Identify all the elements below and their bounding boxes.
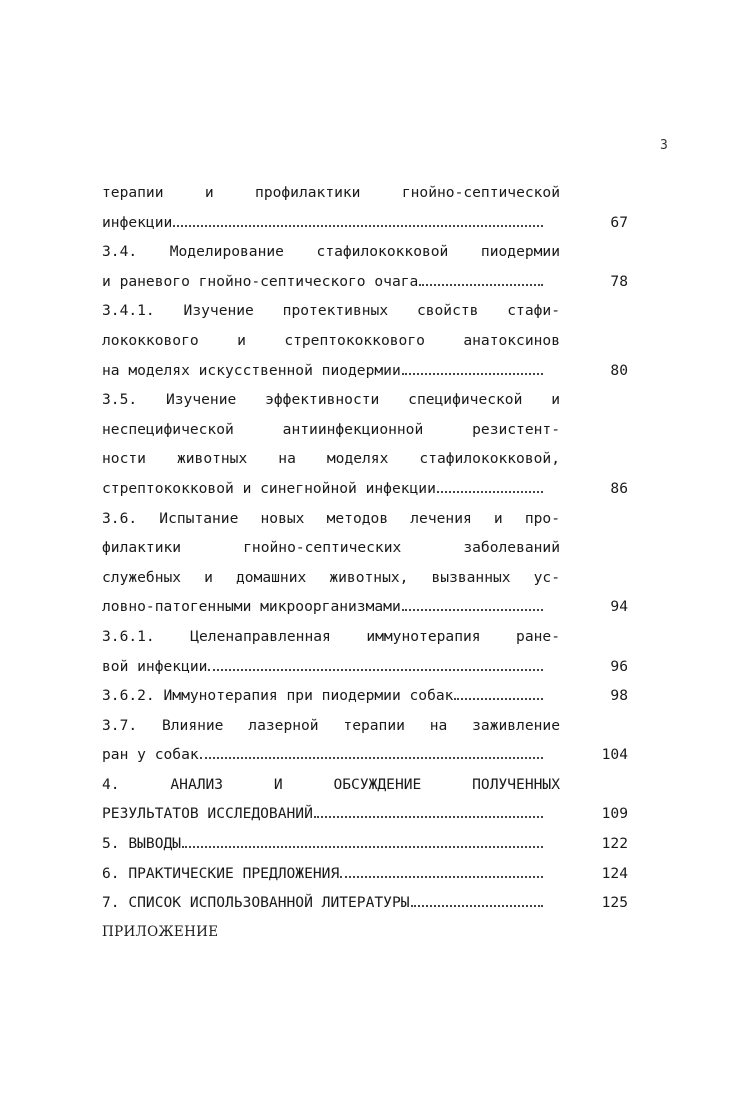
- dot-leader: [402, 607, 543, 611]
- toc-line: [102, 504, 632, 534]
- toc-page-number: 104: [601, 746, 628, 764]
- dot-leader: [402, 371, 543, 375]
- toc-line: [102, 770, 632, 800]
- toc-entry-text: РЕЗУЛЬТАТОВ ИССЛЕДОВАНИЙ: [102, 805, 313, 823]
- toc-entry-text: 3.4. Моделирование стафилококковой пиодермии: [102, 243, 560, 261]
- dot-leader: [314, 814, 543, 818]
- dot-leader: [419, 282, 543, 286]
- toc-line: [102, 533, 632, 563]
- toc-page-number: 124: [601, 864, 628, 882]
- toc-line: [102, 681, 632, 711]
- toc-line: [102, 888, 632, 918]
- toc-page-number: 96: [610, 657, 628, 675]
- dot-leader: [208, 667, 543, 671]
- toc-line: [102, 296, 632, 326]
- toc-entry-text: вой инфекции: [102, 657, 208, 675]
- dot-leader: [173, 223, 543, 227]
- toc-page-number: 78: [610, 272, 628, 290]
- toc-line: [102, 415, 632, 445]
- table-of-contents: [102, 178, 632, 947]
- toc-entry-text: 5. ВЫВОДЫ: [102, 835, 182, 853]
- dot-leader: [340, 874, 543, 878]
- toc-entry-text: неспецифической антиинфекционной резистент-: [102, 420, 560, 438]
- toc-line: [102, 267, 632, 297]
- toc-line: [102, 563, 632, 593]
- toc-entry-text: 3.4.1. Изучение протективных свойств стафи-: [102, 302, 560, 320]
- toc-entry-text: филактики гнойно-септических заболеваний: [102, 539, 560, 557]
- toc-page-number: 125: [601, 894, 628, 912]
- toc-entry-text: 6. ПРАКТИЧЕСКИЕ ПРЕДЛОЖЕНИЯ: [102, 864, 340, 882]
- toc-line: [102, 711, 632, 741]
- toc-line: [102, 237, 632, 267]
- toc-page-number: 67: [610, 213, 628, 231]
- dot-leader: [437, 489, 543, 493]
- dot-leader: [182, 844, 543, 848]
- toc-page-number: 122: [601, 835, 628, 853]
- toc-page-number: 98: [610, 687, 628, 705]
- toc-entry-text: 3.5. Изучение эффективности специфической и: [102, 391, 560, 409]
- toc-line: [102, 829, 632, 859]
- toc-line: [102, 178, 632, 208]
- appendix-heading: ПРИЛОЖЕНИЕ: [102, 923, 219, 940]
- toc-line: [102, 592, 632, 622]
- toc-entry-text: терапии и профилактики гнойно-септической: [102, 184, 560, 201]
- toc-entry-text: 3.6.2. Иммунотерапия при пиодермии собак: [102, 687, 454, 705]
- toc-entry-text: 4. АНАЛИЗ И ОБСУЖДЕНИЕ ПОЛУЧЕННЫХ: [102, 775, 560, 793]
- toc-line: [102, 356, 632, 386]
- toc-line: [102, 326, 632, 356]
- toc-page-number: 86: [610, 479, 628, 497]
- toc-line: [102, 652, 632, 682]
- dot-leader: [200, 755, 543, 759]
- toc-entry-text: стрептококковой и синегнойной инфекции: [102, 479, 436, 497]
- toc-entry-text: ности животных на моделях стафилококковой,: [102, 450, 560, 468]
- toc-entry-text: ловно-патогенными микроорганизмами: [102, 598, 401, 616]
- toc-page-number: 94: [610, 598, 628, 616]
- toc-entry-text: инфекции: [102, 213, 173, 231]
- toc-entry-text: и раневого гнойно-септического очага: [102, 272, 419, 290]
- toc-entry-text: ран у собак: [102, 746, 199, 764]
- toc-line: [102, 799, 632, 829]
- toc-entry-text: 3.6.1. Целенаправленная иммунотерапия ране-: [102, 627, 560, 645]
- toc-entry-text: лококкового и стрептококкового анатоксинов: [102, 331, 560, 349]
- toc-page-number: 109: [601, 805, 628, 823]
- toc-line: [102, 208, 632, 238]
- dot-leader: [411, 903, 543, 907]
- toc-entry-text: служебных и домашних животных, вызванных ус-: [102, 568, 560, 586]
- toc-page-number: 80: [610, 361, 628, 379]
- toc-line: [102, 444, 632, 474]
- toc-entry-text: 3.6. Испытание новых методов лечения и про-: [102, 509, 560, 527]
- toc-line: [102, 474, 632, 504]
- toc-line: [102, 740, 632, 770]
- toc-line: [102, 622, 632, 652]
- toc-line: [102, 859, 632, 889]
- toc-line: [102, 385, 632, 415]
- dot-leader: [454, 696, 543, 700]
- page-number: 3: [660, 138, 668, 153]
- toc-entry-text: на моделях искусственной пиодермии: [102, 361, 401, 379]
- toc-entry-text: 7. СПИСОК ИСПОЛЬЗОВАННОЙ ЛИТЕРАТУРЫ: [102, 894, 410, 912]
- toc-entry-text: 3.7. Влияние лазерной терапии на заживление: [102, 716, 560, 734]
